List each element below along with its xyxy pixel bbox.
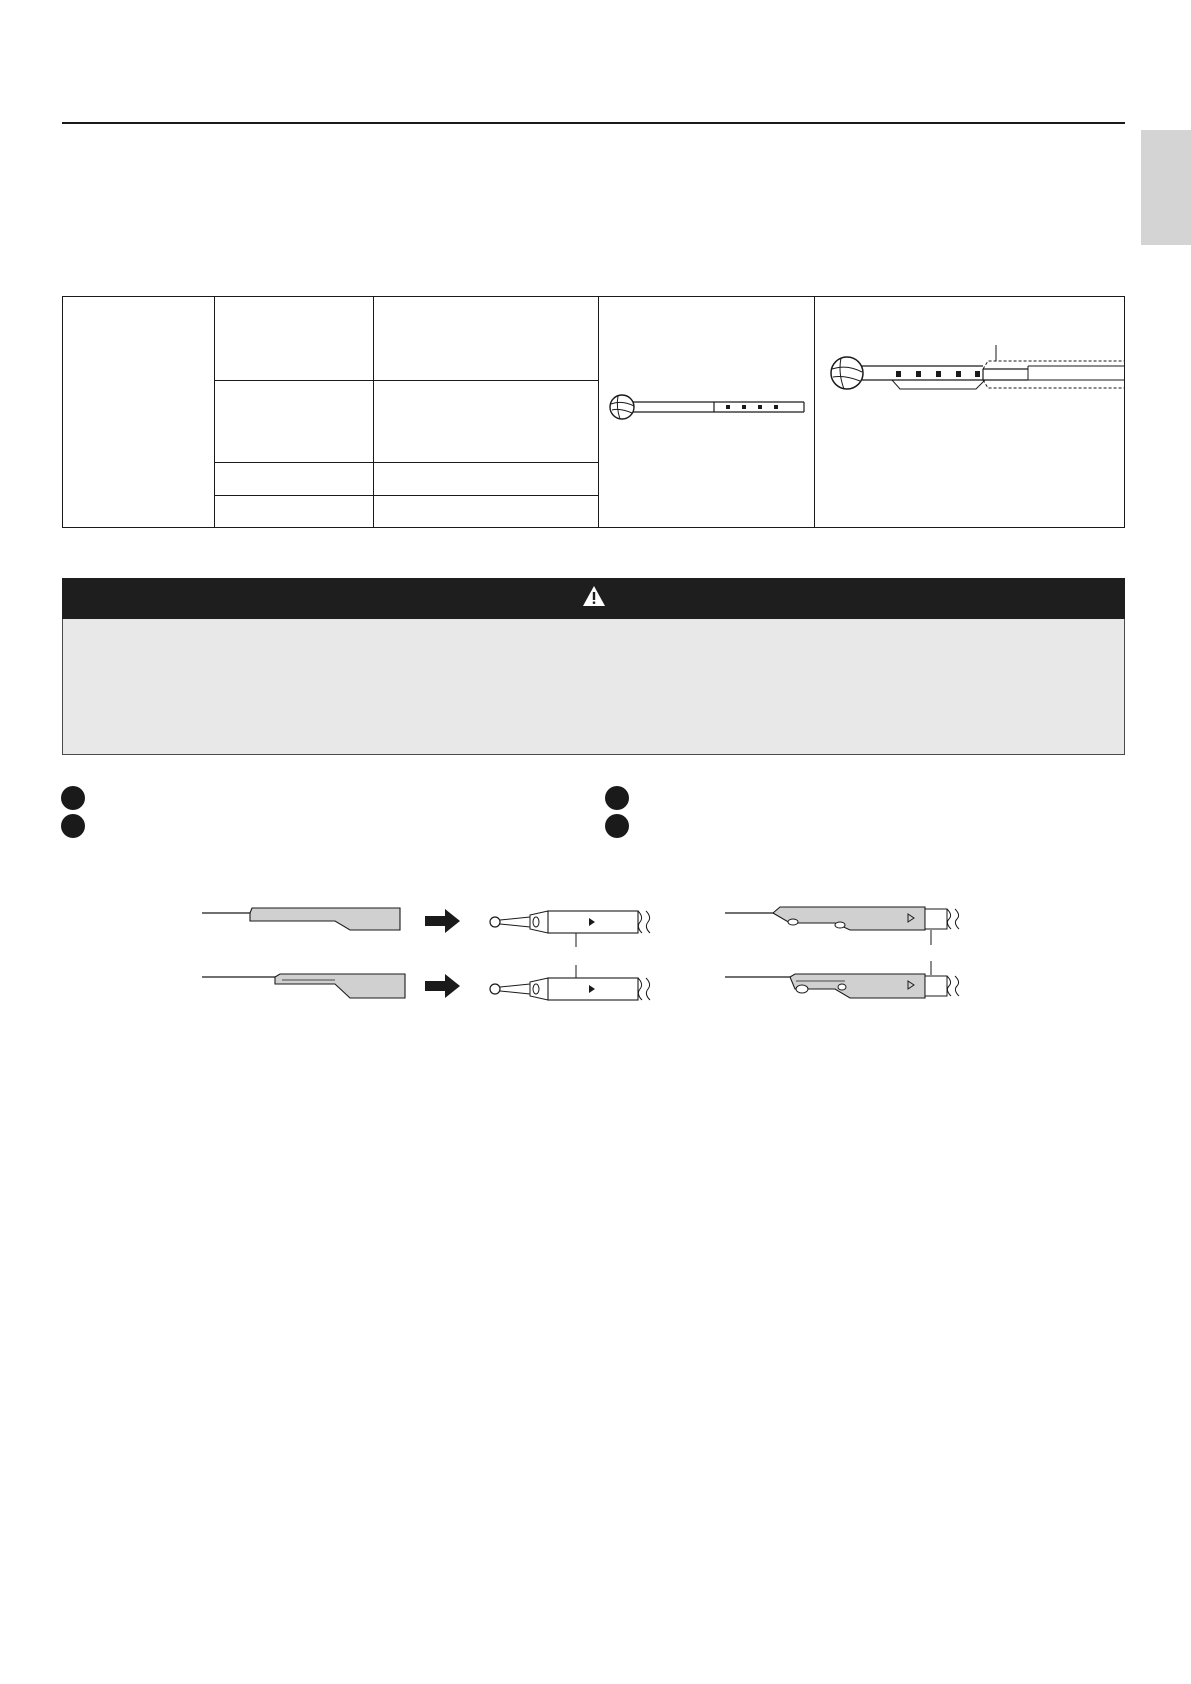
arrow-right-icon [425, 909, 460, 933]
table-col-divider [814, 297, 815, 527]
top-rule [62, 122, 1125, 124]
table-row-divider [214, 462, 598, 463]
table-col-divider [214, 297, 215, 527]
handpiece-top [490, 911, 650, 947]
handpiece-bottom [490, 965, 650, 1000]
table-col-divider [598, 297, 599, 527]
attached-tool-bottom [725, 961, 959, 998]
warning-box [62, 578, 1125, 755]
spec-table [62, 296, 1125, 528]
step-marker [61, 786, 85, 810]
step-marker [605, 814, 629, 838]
section-tab [1141, 130, 1191, 245]
table-row-divider [214, 495, 598, 496]
warning-triangle-icon [582, 585, 606, 607]
warning-header [62, 578, 1125, 619]
tip-illustration-small [608, 382, 808, 432]
attachment-figure [190, 885, 990, 1015]
tool-shape-b [202, 974, 405, 998]
tip-illustration-large [828, 345, 1126, 405]
tool-shape-a [202, 908, 400, 930]
table-col-divider [373, 297, 374, 527]
table-row-divider [214, 380, 598, 381]
step-marker [61, 814, 85, 838]
step-marker [605, 786, 629, 810]
arrow-right-icon [425, 974, 460, 998]
attached-tool-top [725, 907, 959, 945]
